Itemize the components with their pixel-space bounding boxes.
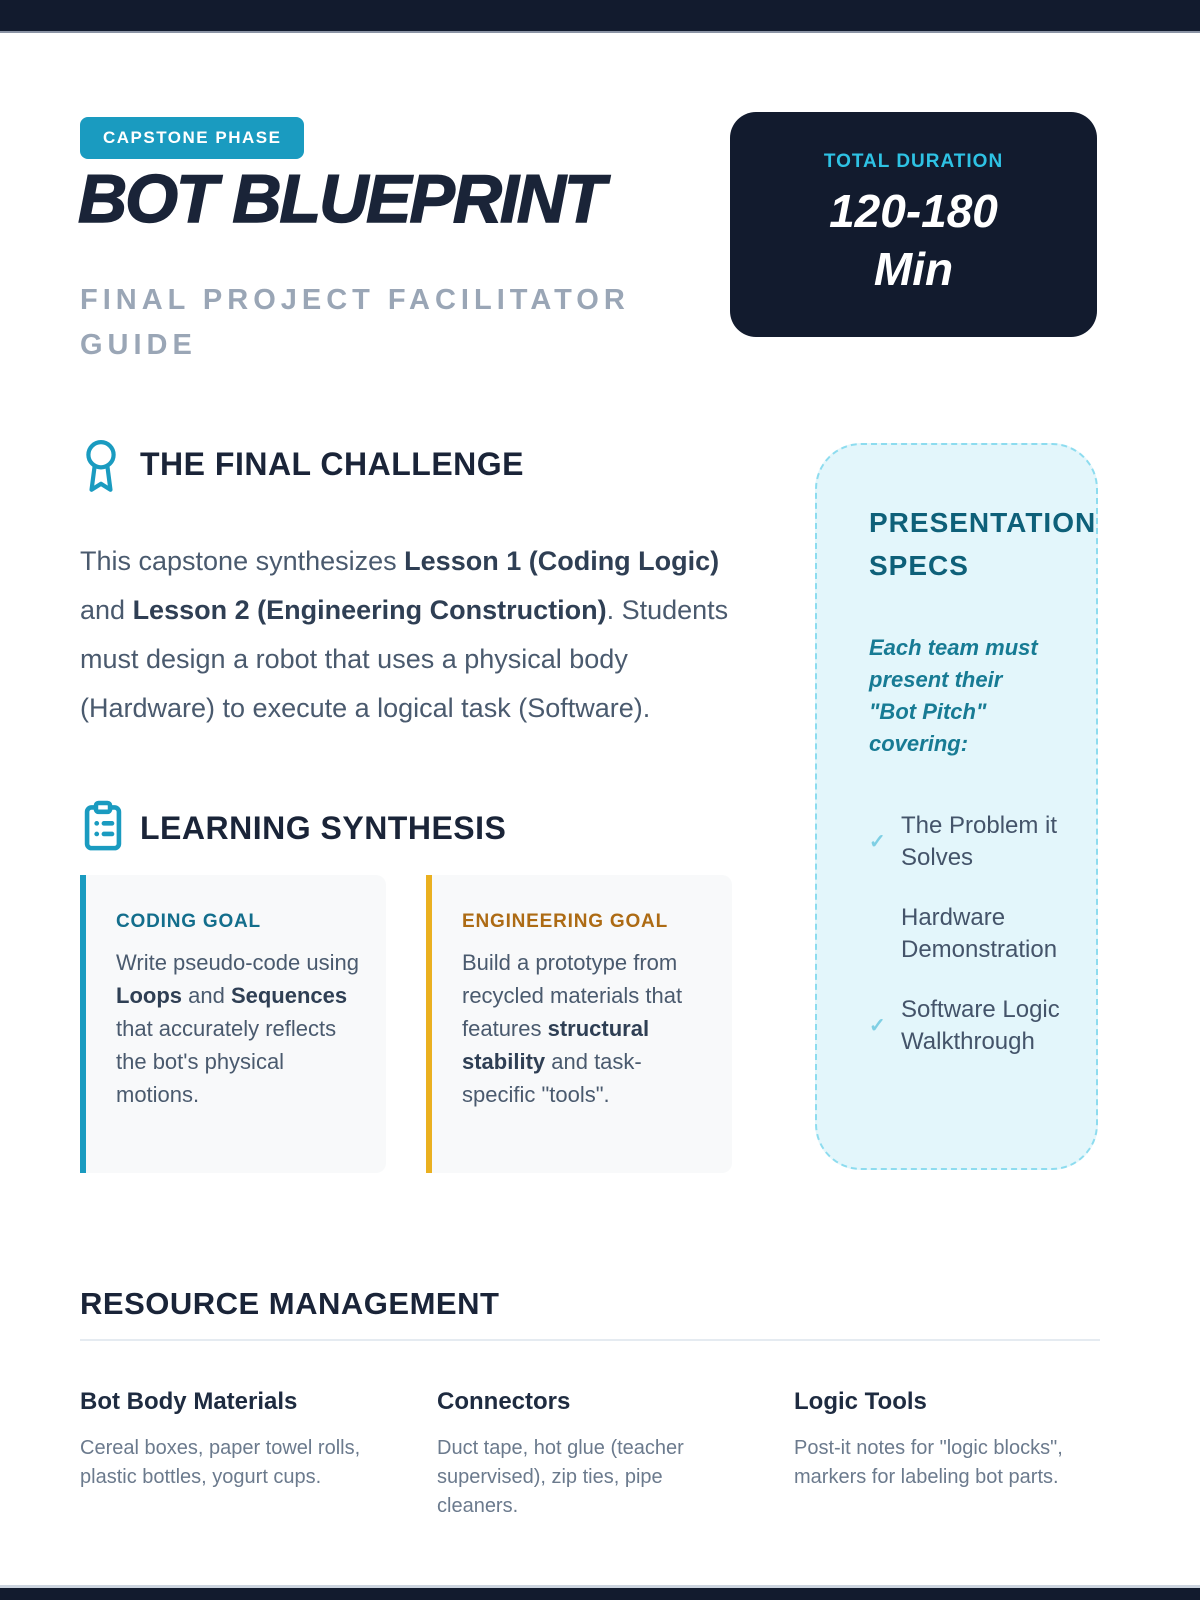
resource-column-text: Duct tape, hot glue (teacher supervised), zip ties, pipe cleaners. xyxy=(437,1437,684,1517)
award-ribbon-icon xyxy=(80,436,122,498)
final-challenge-heading: THE FINAL CHALLENGE xyxy=(140,446,525,482)
duration-value: 120-180 Min xyxy=(829,185,998,295)
section-divider xyxy=(80,1339,1100,1341)
checkmark-icon: ✓ xyxy=(869,1015,886,1038)
checklist-item xyxy=(869,994,1066,1058)
presentation-specs-panel xyxy=(815,443,1098,1170)
top-bar xyxy=(0,0,1200,33)
resource-column-bot-body xyxy=(80,1388,383,1492)
checklist-item-label: The Problem it Solves xyxy=(901,811,1058,871)
bottom-bar xyxy=(0,1585,1200,1600)
resource-column-title: Logic Tools xyxy=(794,1388,927,1415)
checkmark-icon: ✓ xyxy=(869,831,886,854)
resource-column-title: Bot Body Materials xyxy=(80,1388,298,1415)
coding-goal-label: CODING GOAL xyxy=(116,911,261,932)
page-title: BOT BLUEPRINT xyxy=(78,161,604,237)
page-subtitle: FINAL PROJECT FACILITATOR GUIDE xyxy=(80,284,630,361)
coding-goal-text: Write pseudo-code using Loops and Sequences that accurately reflects the bot's physical motions. xyxy=(116,950,359,1107)
resource-column-logic-tools xyxy=(794,1388,1097,1492)
resource-column-text: Cereal boxes, paper towel rolls, plastic bottles, yogurt cups. xyxy=(80,1437,361,1488)
coding-goal-card xyxy=(80,875,386,1173)
phase-badge: CAPSTONE PHASE xyxy=(80,117,304,159)
presentation-specs-intro: Each team must present their "Bot Pitch" covering: xyxy=(869,634,1038,756)
duration-label: TOTAL DURATION xyxy=(823,151,1004,172)
learning-synthesis-heading: LEARNING SYNTHESIS xyxy=(140,810,507,846)
presentation-checklist xyxy=(869,810,1066,1058)
engineering-goal-text: Build a prototype from recycled materials that features structural stability and task-specific "tools". xyxy=(462,950,683,1107)
checklist-item-label: Software Logic Walkthrough xyxy=(901,995,1060,1055)
engineering-goal-card xyxy=(426,875,732,1173)
presentation-specs-heading: PRESENTATION SPECS xyxy=(869,507,1097,582)
checklist-item xyxy=(869,902,1066,966)
resource-column-connectors xyxy=(437,1388,740,1521)
engineering-goal-label: ENGINEERING GOAL xyxy=(462,911,668,932)
final-challenge-paragraph: This capstone synthesizes Lesson 1 (Coding Logic) and Lesson 2 (Engineering Construction). Students must design a robot that uses a physical body (Hardware) to execute a logical task (Software). xyxy=(80,546,729,723)
clipboard-icon xyxy=(80,798,126,854)
resource-column-text: Post-it notes for "logic blocks", markers for labeling bot parts. xyxy=(794,1437,1063,1488)
checklist-item xyxy=(869,810,1066,874)
resource-management-heading: RESOURCE MANAGEMENT xyxy=(80,1286,500,1321)
checklist-item-label: Hardware Demonstration xyxy=(901,903,1058,963)
resource-column-title: Connectors xyxy=(437,1388,571,1415)
duration-card xyxy=(730,112,1097,337)
